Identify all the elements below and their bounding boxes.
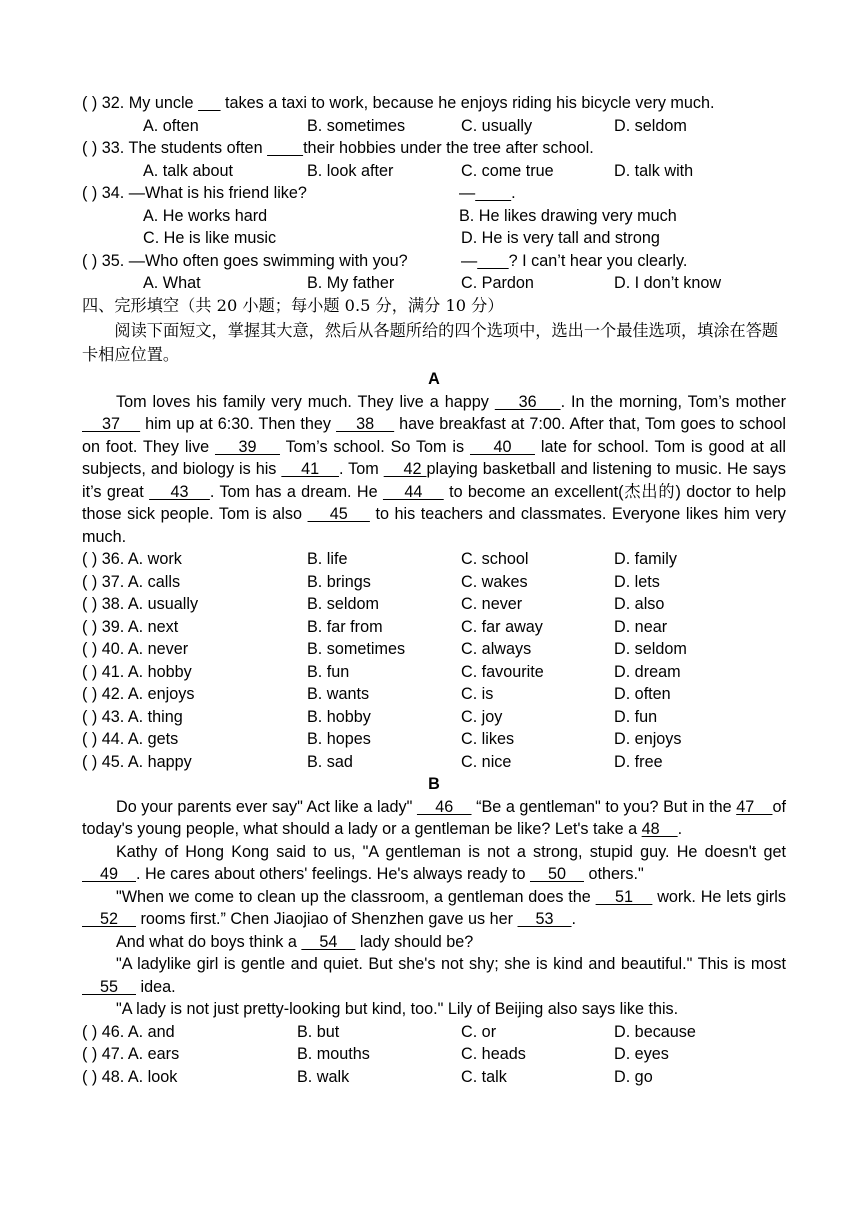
option-row xyxy=(82,1043,786,1066)
passage-b-text: work. He lets girls xyxy=(652,887,786,906)
passage-b-para-6: "A lady is not just pretty-looking but kind, too." Lily of Beijing also says like this. xyxy=(116,1000,679,1018)
blank-36: 36 xyxy=(494,392,561,411)
q33-option-b[interactable]: B. look after xyxy=(307,161,394,180)
q33-blank xyxy=(267,139,303,157)
option-d[interactable]: D. eyes xyxy=(614,1045,669,1063)
passage-b-text: . xyxy=(677,820,683,838)
blank-55: 55 xyxy=(82,977,136,996)
passage-b-para-2 xyxy=(82,841,786,886)
passage-b-heading: B xyxy=(428,775,440,793)
passage-b-para-5 xyxy=(82,953,786,998)
passage-a-text: Tom loves his family very much. They live a happy xyxy=(116,392,495,411)
blank-43: 43 xyxy=(149,482,210,501)
option-c[interactable]: C. never xyxy=(461,595,523,613)
option-a[interactable]: ( ) 48. A. look xyxy=(82,1067,178,1086)
blank-37: 37 xyxy=(82,415,141,433)
option-row xyxy=(82,616,786,639)
option-b[interactable]: B. brings xyxy=(307,572,371,591)
option-d[interactable]: D. go xyxy=(614,1067,653,1086)
option-row xyxy=(82,706,786,729)
q32-stem: takes a taxi to work, because he enjoys riding his bicycle very much. xyxy=(220,94,715,112)
option-a[interactable]: ( ) 45. A. happy xyxy=(82,752,192,771)
option-b[interactable]: B. wants xyxy=(307,685,370,703)
passage-b-text: "A ladylike girl is gentle and quiet. But she's not shy; she is kind and beautiful." This is most xyxy=(116,955,786,973)
section-4-instructions: 阅读下面短文，掌握其大意，然后从各题所给的四个选项中，选出一个最佳选项，填涂在答题卡相应位置。 xyxy=(82,320,779,364)
question-35 xyxy=(82,250,786,273)
blank-40: 40 xyxy=(469,437,535,456)
option-b[interactable]: B. walk xyxy=(297,1067,350,1086)
q35-options xyxy=(82,272,786,295)
q32-option-c[interactable]: C. usually xyxy=(461,116,533,135)
option-a[interactable]: ( ) 38. A. usually xyxy=(82,595,199,613)
option-row xyxy=(82,571,786,594)
option-c[interactable]: C. far away xyxy=(461,617,543,636)
option-c[interactable]: C. is xyxy=(461,685,494,703)
passage-b-para-3 xyxy=(82,886,786,931)
option-row xyxy=(82,751,786,774)
q35-dash: — xyxy=(461,251,478,270)
q35-option-b[interactable]: B. My father xyxy=(307,274,395,292)
option-a[interactable]: ( ) 47. A. ears xyxy=(82,1045,180,1063)
option-c[interactable]: C. always xyxy=(461,640,532,658)
option-row xyxy=(82,638,786,661)
passage-b-text: others." xyxy=(583,865,644,883)
option-b[interactable]: B. mouths xyxy=(297,1045,370,1063)
passage-a-text: Tom’s school. So Tom is xyxy=(279,437,470,456)
passage-b-text: idea. xyxy=(136,977,176,996)
option-c[interactable]: C. favourite xyxy=(461,662,544,681)
q34-blank xyxy=(475,184,511,202)
q34-option-b[interactable]: B. He likes drawing very much xyxy=(459,206,677,225)
passage-b-text: And what do boys think a xyxy=(116,932,302,951)
passage-b-text: rooms first.” Chen Jiaojiao of Shenzhen gave us her xyxy=(136,910,518,928)
q35-option-a[interactable]: A. What xyxy=(143,274,201,292)
option-a[interactable]: ( ) 42. A. enjoys xyxy=(82,685,195,703)
option-a[interactable]: ( ) 40. A. never xyxy=(82,640,189,658)
option-c[interactable]: C. heads xyxy=(461,1045,526,1063)
option-c[interactable]: C. nice xyxy=(461,752,512,771)
option-row xyxy=(82,593,786,616)
option-c[interactable]: C. wakes xyxy=(461,572,528,591)
option-a[interactable]: ( ) 37. A. calls xyxy=(82,572,181,591)
passage-a-text: have breakfast at 7:00. After that, Tom goes to school on foot. They live xyxy=(82,415,786,456)
option-row xyxy=(82,661,786,684)
q34-suffix: . xyxy=(511,184,516,202)
option-a[interactable]: ( ) 43. A. thing xyxy=(82,707,183,726)
option-b[interactable]: B. but xyxy=(297,1022,340,1041)
option-b[interactable]: B. seldom xyxy=(307,595,379,613)
q33-option-a[interactable]: A. talk about xyxy=(143,161,233,180)
passage-a-text: to his teachers and classmates. Everyone likes him very much. xyxy=(82,505,786,546)
option-a[interactable]: ( ) 46. A. and xyxy=(82,1022,175,1041)
q33-option-c[interactable]: C. come true xyxy=(461,161,554,180)
blank-52: 52 xyxy=(82,910,136,928)
option-row xyxy=(82,1066,786,1089)
passage-b-text: . He cares about others' feelings. He's always ready to xyxy=(136,865,530,883)
passage-a-heading: A xyxy=(428,369,440,388)
q35-blank xyxy=(477,252,508,270)
blank-39: 39 xyxy=(214,437,280,456)
blank-42: 42 xyxy=(383,460,427,478)
blank-53: 53 xyxy=(517,910,572,928)
q35-option-c[interactable]: C. Pardon xyxy=(461,274,534,292)
passage-a-text: . Tom xyxy=(338,460,384,478)
option-b[interactable]: B. sometimes xyxy=(307,640,406,658)
option-d[interactable]: D. lets xyxy=(614,572,660,591)
option-d[interactable]: D. fun xyxy=(614,707,658,726)
q33-options xyxy=(82,160,786,183)
q32-prefix: ( ) 32. My uncle xyxy=(82,94,199,112)
blank-45: 45 xyxy=(307,505,370,523)
blank-48: 48 xyxy=(641,820,678,838)
option-d[interactable]: D. because xyxy=(614,1022,696,1041)
option-d[interactable]: D. enjoys xyxy=(614,730,682,748)
q32-blank xyxy=(198,94,221,112)
blank-51: 51 xyxy=(595,887,653,906)
passage-b-text: Do your parents ever say" Act like a lady" xyxy=(116,797,417,816)
option-row xyxy=(82,548,786,571)
option-b[interactable]: B. fun xyxy=(307,662,350,681)
q34-stem: ( ) 34. —What is his friend like? xyxy=(82,184,307,202)
q34-option-c[interactable]: C. He is like music xyxy=(143,229,277,247)
option-d[interactable]: D. family xyxy=(614,550,677,568)
q32-options xyxy=(82,115,786,138)
blank-46: 46 xyxy=(416,797,472,816)
option-c[interactable]: C. school xyxy=(461,550,529,568)
option-b[interactable]: B. hopes xyxy=(307,730,371,748)
passage-a-text: . Tom has a dream. He xyxy=(209,482,383,501)
blank-49: 49 xyxy=(82,865,136,883)
q34-options-cd xyxy=(82,227,786,250)
q34-options-ab xyxy=(82,205,786,228)
option-c[interactable]: C. joy xyxy=(461,707,503,726)
option-row xyxy=(82,728,786,751)
exam-page xyxy=(82,92,786,1088)
q32-option-b[interactable]: B. sometimes xyxy=(307,116,406,135)
option-b[interactable]: B. life xyxy=(307,550,348,568)
q32-option-d[interactable]: D. seldom xyxy=(614,116,687,135)
passage-b-text: “Be a gentleman" to you? But in the xyxy=(471,797,737,816)
option-a[interactable]: ( ) 41. A. hobby xyxy=(82,662,192,681)
q33-stem: their hobbies under the tree after school. xyxy=(303,139,594,157)
q33-option-d[interactable]: D. talk with xyxy=(614,161,694,180)
option-row xyxy=(82,683,786,706)
option-d[interactable]: D. also xyxy=(614,595,665,613)
option-b[interactable]: B. sad xyxy=(307,752,353,771)
question-32 xyxy=(82,92,786,115)
q35-option-d[interactable]: D. I don’t know xyxy=(614,274,722,292)
passage-b-text: "When we come to clean up the classroom, a gentleman does the xyxy=(116,887,596,906)
option-c[interactable]: C. likes xyxy=(461,730,515,748)
passage-a-text: late for school. Tom is good at all subjects, and biology is his xyxy=(82,437,786,478)
passage-a-text: playing basketball and listening to music. He says it’s great xyxy=(82,460,786,501)
passage-b-para-1 xyxy=(82,796,786,841)
q34-option-d[interactable]: D. He is very tall and strong xyxy=(461,229,660,247)
q33-prefix: ( ) 33. The students often xyxy=(82,139,268,157)
passage-a xyxy=(82,391,786,549)
option-d[interactable]: D. often xyxy=(614,685,671,703)
passage-b-text: lady should be? xyxy=(355,932,474,951)
blank-54: 54 xyxy=(301,932,356,951)
q34-dash: — xyxy=(459,184,476,202)
option-b[interactable]: B. far from xyxy=(307,617,383,636)
option-a[interactable]: ( ) 44. A. gets xyxy=(82,730,179,748)
section-4-title: 四、完形填空（共 20 小题；每小题 0.5 分，满分 10 分） xyxy=(82,295,504,315)
q35-stem: ( ) 35. —Who often goes swimming with you? xyxy=(82,251,408,270)
blank-44: 44 xyxy=(382,482,444,501)
passage-a-options xyxy=(82,548,786,773)
passage-b-text: Kathy of Hong Kong said to us, "A gentleman is not a strong, stupid guy. He doesn't get xyxy=(116,842,786,861)
passage-b-text: of today's young people, what should a lady or a gentleman be like? Let's take a xyxy=(82,797,786,838)
blank-38: 38 xyxy=(336,415,395,433)
option-d[interactable]: D. dream xyxy=(614,662,681,681)
passage-b-text: . xyxy=(571,910,577,928)
option-c[interactable]: C. or xyxy=(461,1022,497,1041)
blank-41: 41 xyxy=(281,460,339,478)
option-row xyxy=(82,1021,786,1044)
passage-a-text: to become an excellent(杰出的) doctor to help those sick people. Tom is also xyxy=(82,482,786,523)
option-d[interactable]: D. seldom xyxy=(614,640,687,658)
blank-47: 47 xyxy=(736,797,773,816)
option-c[interactable]: C. talk xyxy=(461,1067,507,1086)
question-34 xyxy=(82,182,786,205)
blank-50: 50 xyxy=(529,865,584,883)
passage-b-options xyxy=(82,1021,786,1089)
passage-b-para-4 xyxy=(82,931,786,954)
q35-suffix: ? I can’t hear you clearly. xyxy=(508,251,688,270)
q32-option-a[interactable]: A. often xyxy=(143,116,199,135)
option-a[interactable]: ( ) 39. A. next xyxy=(82,617,179,636)
question-33 xyxy=(82,137,786,160)
option-d[interactable]: D. free xyxy=(614,752,663,771)
option-d[interactable]: D. near xyxy=(614,617,668,636)
option-a[interactable]: ( ) 36. A. work xyxy=(82,550,182,568)
q34-option-a[interactable]: A. He works hard xyxy=(143,206,268,225)
passage-a-text: . In the morning, Tom’s mother xyxy=(560,392,786,411)
passage-a-text: him up at 6:30. Then they xyxy=(140,415,337,433)
option-b[interactable]: B. hobby xyxy=(307,707,371,726)
